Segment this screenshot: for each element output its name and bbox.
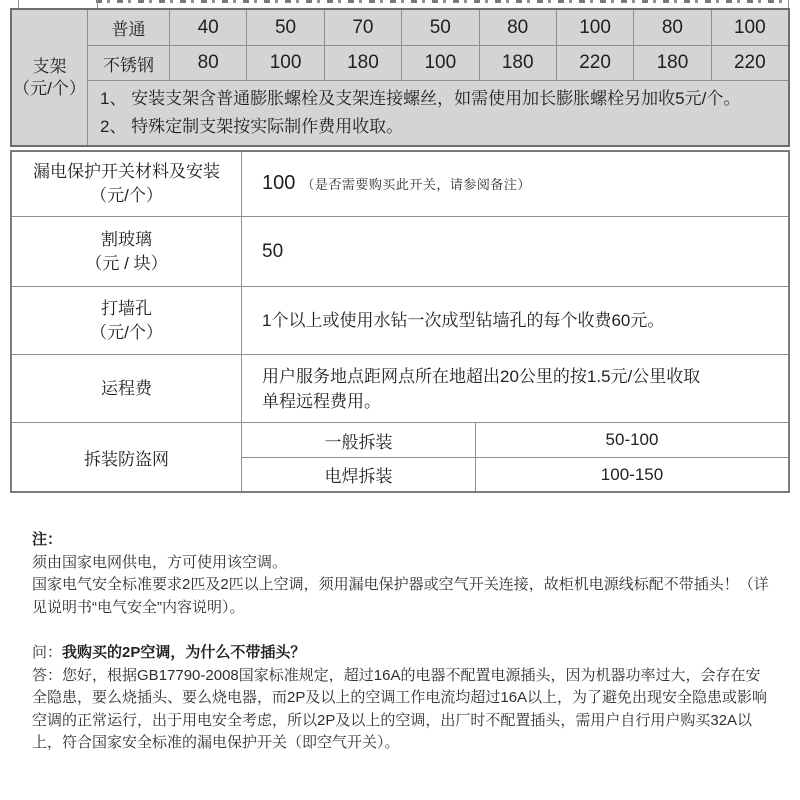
question-prefix: 问： [32,644,63,661]
glass-price: 50 [262,241,284,262]
bracket-row-label [12,10,87,145]
cutoff-text-marks [96,0,788,3]
distance-fee-value [242,355,788,422]
answer-text: 您好，根据GB17790-2008国家标准规定，超过16A的电器不配置电源插头，因为机器功率过大，会存在安全隐患，要么烧插头、要么烧电器，而2P及以上的空调工作电流均超过16A以上，为了避免出现安全隐患或影响空调的正常运行，出于用电安全考虑，所以2P及以上的空调，出厂时不配置插头，需用户自行用户购买32A以上，符合国家安全标准的漏电保护开关（即空气开关）。 [32,666,768,751]
bracket-price-table [10,8,790,147]
glass-cutting-label [12,217,242,286]
bracket-price-cell: 220 [556,45,633,80]
table-row-distance-fee [12,354,788,422]
bracket-price-cell: 80 [633,10,710,45]
bracket-type-ordinary: 普通 [87,10,169,45]
bracket-price-cell: 100 [401,45,478,80]
glass-label-line2: （元 / 块） [85,253,168,273]
bracket-price-cell: 50 [246,10,323,45]
wall-hole-label [12,287,242,354]
answer-line [32,665,770,755]
bracket-price-cell: 220 [711,45,788,80]
bracket-label-line2: （元/个） [13,78,86,98]
bracket-price-cell: 100 [556,10,633,45]
bracket-price-cell: 180 [479,45,556,80]
leakage-label-line1: 漏电保护开关材料及安装 [33,162,220,181]
bracket-note-2: 2、 特殊定制支架按实际制作费用收取。 [100,117,404,136]
glass-label-line1: 割玻璃 [101,229,152,249]
bracket-price-cell: 70 [324,10,401,45]
wall-hole-value [242,287,788,354]
security-net-type-welding: 电焊拆装 [242,457,476,491]
bracket-price-cell: 100 [246,45,323,80]
bracket-price-cell: 180 [324,45,401,80]
remarks-title: 注： [32,531,63,548]
leakage-price-note: （是否需要购买此开关，请参阅备注） [301,177,531,192]
bracket-note-1: 1、 安装支架含普通膨胀螺栓及支架连接螺丝，如需使用加长膨胀螺栓另加收5元/个。 [100,89,741,108]
question-line [32,642,770,665]
wall-hole-label-line1: 打墙孔 [101,298,152,318]
distance-fee-label [12,355,242,422]
table-row-wall-hole [12,286,788,354]
service-fee-table [10,150,790,493]
table-row-security-net [12,422,788,491]
leakage-label-line2: （元/个） [90,186,163,205]
sliver-border [18,0,19,8]
leakage-switch-label [12,152,242,216]
remarks-line-2: 国家电气安全标准要求2匹及2匹以上空调，须用漏电保护器或空气开关连接，故柜机电源线标配不带插头！（详见说明书“电气安全”内容说明）。 [32,576,769,616]
security-net-label: 拆装防盗网 [12,423,242,491]
answer-prefix: 答： [32,666,63,684]
security-net-price-normal: 50-100 [605,430,659,449]
sliver-border [97,0,98,8]
table-row-glass-cutting [12,216,788,286]
distance-desc-line1: 用户服务地点距网点所在地超出20公里的按1.5元/公里收取 [262,366,701,386]
security-net-price-welding: 100-150 [476,457,788,491]
bracket-price-cell: 40 [169,10,246,45]
remarks-section [32,529,770,755]
bracket-price-cell: 180 [633,45,710,80]
distance-desc-line2: 单程远程费用。 [262,391,381,411]
bracket-label-line1: 支架 [32,56,67,76]
remarks-line-1: 须由国家电网供电，方可使用该空调。 [32,553,288,571]
bracket-price-cell: 80 [169,45,246,80]
cutoff-row-sliver [10,0,790,8]
bracket-price-cell: 50 [401,10,478,45]
bracket-type-stainless: 不锈钢 [87,45,169,80]
question-text: 我购买的2P空调，为什么不带插头？ [62,644,306,661]
glass-cutting-value [242,217,788,286]
security-net-type-normal: 一般拆装 [242,423,476,457]
bracket-notes [87,80,788,145]
leakage-switch-value [242,152,788,216]
wall-hole-label-line2: （元/个） [90,322,163,342]
leakage-price: 100 [262,172,296,194]
sliver-border [788,0,789,8]
bracket-price-cell: 100 [711,10,788,45]
distance-label-text: 运程费 [101,378,152,398]
table-row-leakage-switch [12,152,788,216]
bracket-price-cell: 80 [479,10,556,45]
wall-hole-desc: 1个以上或使用水钻一次成型钻墙孔的每个收费60元。 [262,311,665,330]
